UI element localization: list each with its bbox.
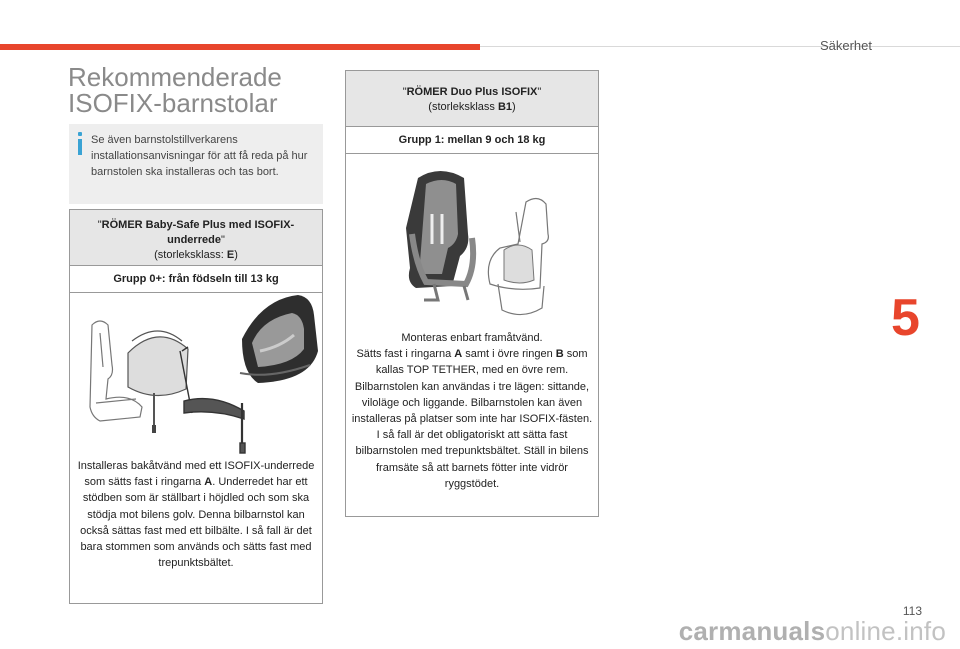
size-class: B1 [497, 101, 513, 113]
seat-card-duo-plus [345, 70, 599, 517]
baby-seat-illustration [70, 293, 322, 458]
seat-name: RÖMER Duo Plus ISOFIX [406, 86, 538, 98]
anchor-b-intro: samt i övre ringen [462, 348, 556, 361]
orientation-text: Monteras enbart framåtvänd. [401, 332, 543, 344]
duo-seat-illustration [346, 154, 598, 330]
seat-card-baby-safe [69, 209, 323, 604]
seat-description [346, 330, 598, 492]
size-class-end: ) [512, 101, 516, 113]
header-rule [480, 46, 960, 47]
page-number: 113 [902, 604, 922, 618]
forward-facing-seat-icon [346, 154, 598, 330]
header-accent-bar [0, 44, 480, 50]
description-text: som kallas TOP TETHER, med en övre rem. Bilbarnstolen kan användas i tre lägen: sittande, viloläge och liggande. Bilbarnstolen kan även installeras på platser som inte har ISOFIX-fästen. I så fall är det obligatoriskt att sätta fast bilbarnstolen med trepunktsbältet. Ställ in bilens framsäte så att barnets fötter inte vidrör ryggstödet. [351, 348, 593, 490]
seat-description [70, 458, 322, 571]
size-class-label: (storleksklass: [154, 249, 227, 261]
info-note-text: Se även barnstolstillverkarens installationsanvisningar för att få reda på hur barnstolen ska installeras och tas bort. [91, 134, 308, 178]
anchor-ring-a: A [454, 348, 463, 361]
anchor-end: . [212, 476, 216, 489]
seat-card-header: "RÖMER Baby-Safe Plus med ISOFIX-underrede" (storleksklass: E) [70, 210, 322, 266]
size-class: E [226, 249, 235, 261]
size-class-end: ) [234, 249, 238, 261]
seat-name: RÖMER Baby-Safe Plus med ISOFIX-underrede [101, 219, 295, 246]
info-icon [76, 132, 84, 156]
description-text: Underredet har ett stödben som är ställbart i höjdled och som ska stödja mot bilens golv. Denna bilbarnstol kan också sättas fast med ett bilbälte. I så fall är det bara stommen som används och sätts fast med trepunktsbältet. [80, 476, 312, 570]
anchor-a-intro: Sätts fast i ringarna [356, 348, 455, 361]
title-line-2: ISOFIX-barnstolar [68, 88, 278, 118]
chapter-number: 5 [891, 289, 920, 347]
weight-group: Grupp 0+: från födseln till 13 kg [70, 266, 322, 293]
seat-card-header: "RÖMER Duo Plus ISOFIX" (storleksklass B1) [346, 71, 598, 127]
section-title: Säkerhet [819, 38, 872, 53]
anchor-ring-b: B [555, 348, 564, 361]
anchor-ring-a: A [204, 476, 213, 489]
weight-group: Grupp 1: mellan 9 och 18 kg [346, 127, 598, 154]
size-class-label: (storleksklass [428, 101, 498, 113]
page-title [68, 64, 328, 116]
info-note [69, 124, 323, 204]
title-line-1: Rekommenderade [68, 62, 282, 92]
anchor-intro: Installeras bakåtvänd med ett ISOFIX-underrede som sätts fast i ringarna [77, 460, 315, 489]
watermark: carmanualsonline.info [678, 616, 946, 646]
baby-seat-with-base-icon [70, 293, 322, 458]
